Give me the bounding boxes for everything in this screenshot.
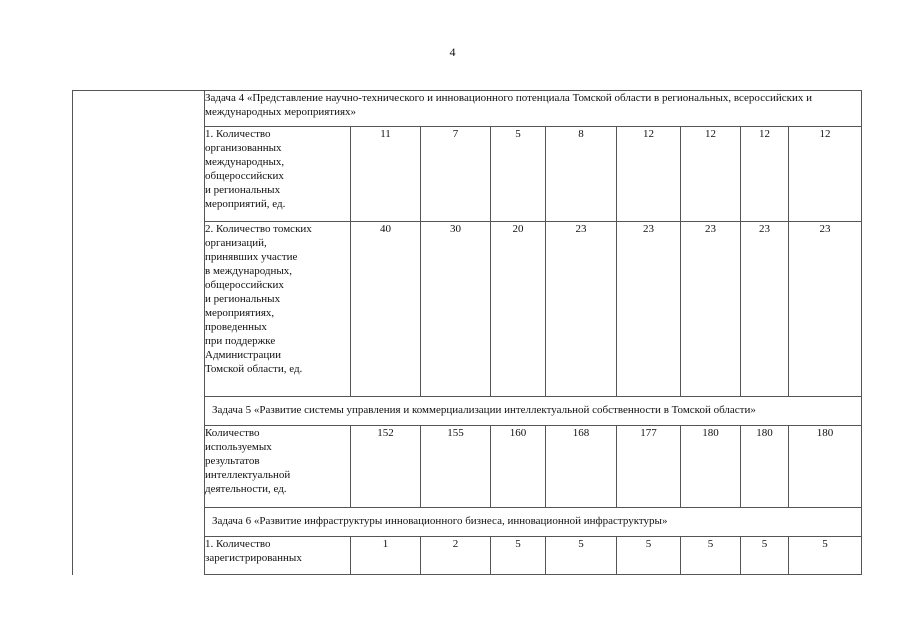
value-cell: 5 xyxy=(546,537,617,575)
indicator-name: Количество используемых результатов интеллектуальной деятельности, ед. xyxy=(205,426,351,508)
value-cell: 155 xyxy=(421,426,491,508)
indicator-name: 1. Количество зарегистрированных xyxy=(205,537,351,575)
value-cell: 180 xyxy=(789,426,862,508)
indicators-table xyxy=(72,90,862,575)
value-cell: 20 xyxy=(491,222,546,397)
value-cell: 168 xyxy=(546,426,617,508)
value-cell: 5 xyxy=(491,537,546,575)
value-cell: 23 xyxy=(546,222,617,397)
value-cell: 180 xyxy=(681,426,741,508)
task-heading: Задача 5 «Развитие системы управления и коммерциализации интеллектуальной собственности в Томской области» xyxy=(205,397,862,426)
value-cell: 23 xyxy=(617,222,681,397)
value-cell: 30 xyxy=(421,222,491,397)
value-cell: 7 xyxy=(421,127,491,222)
value-cell: 12 xyxy=(681,127,741,222)
value-cell: 5 xyxy=(789,537,862,575)
value-cell: 5 xyxy=(741,537,789,575)
value-cell: 1 xyxy=(351,537,421,575)
value-cell: 177 xyxy=(617,426,681,508)
value-cell: 5 xyxy=(491,127,546,222)
indicator-name: 1. Количество организованных международных, общероссийских и региональных мероприятий, ед. xyxy=(205,127,351,222)
page-number: 4 xyxy=(449,45,456,59)
value-cell: 5 xyxy=(617,537,681,575)
value-cell: 23 xyxy=(741,222,789,397)
task-row xyxy=(73,91,862,127)
blank-lead-cell xyxy=(73,91,205,575)
value-cell: 12 xyxy=(617,127,681,222)
value-cell: 23 xyxy=(681,222,741,397)
indicator-name: 2. Количество томских организаций, принявших участие в международных, общероссийских и региональных мероприятиях, проведенных при поддержке Администрации Томской области, ед. xyxy=(205,222,351,397)
value-cell: 12 xyxy=(741,127,789,222)
task-heading: Задача 4 «Представление научно-технического и инновационного потенциала Томской области в региональных, всероссийских и международных мероприятиях» xyxy=(205,91,862,127)
value-cell: 160 xyxy=(491,426,546,508)
value-cell: 180 xyxy=(741,426,789,508)
value-cell: 11 xyxy=(351,127,421,222)
value-cell: 2 xyxy=(421,537,491,575)
value-cell: 12 xyxy=(789,127,862,222)
value-cell: 23 xyxy=(789,222,862,397)
value-cell: 40 xyxy=(351,222,421,397)
value-cell: 5 xyxy=(681,537,741,575)
task-heading: Задача 6 «Развитие инфраструктуры инновационного бизнеса, инновационной инфраструктуры» xyxy=(205,508,862,537)
value-cell: 8 xyxy=(546,127,617,222)
value-cell: 152 xyxy=(351,426,421,508)
